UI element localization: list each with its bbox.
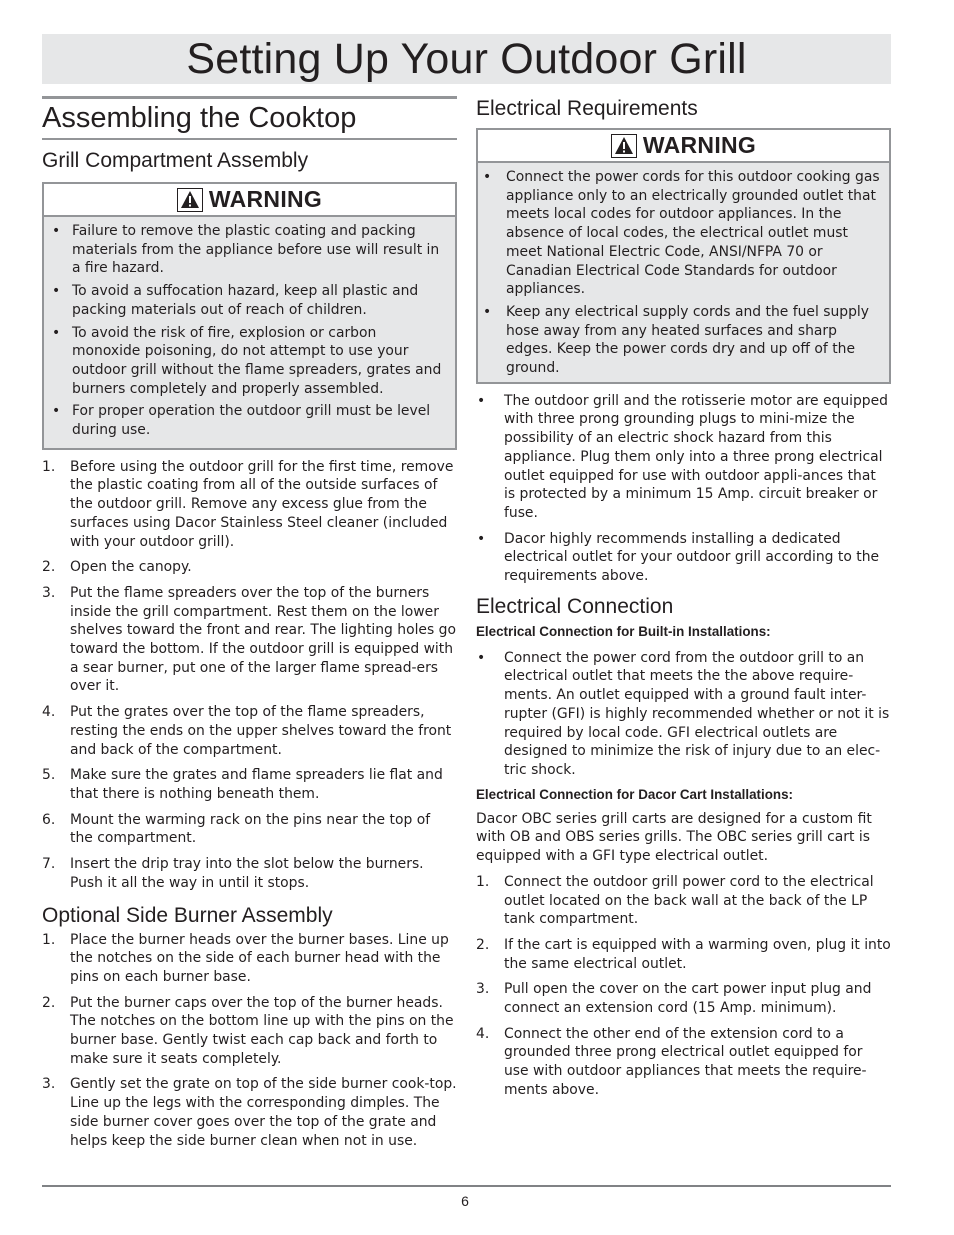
warning-triangle-icon — [177, 188, 203, 212]
list-item — [476, 1025, 891, 1100]
step-number: 2. — [476, 936, 490, 953]
cart-paragraph: Dacor OBC series grill carts are designed for a custom fit with OB and OBS series grills. The OBC series grill cart is equipped with a GFI type electrical outlet. — [476, 810, 872, 865]
step-number: 7. — [42, 856, 56, 873]
footer-rule — [42, 1185, 891, 1187]
list-item — [42, 811, 457, 848]
warning-box-electrical — [476, 128, 891, 384]
warning-label: WARNING — [208, 186, 323, 212]
step-text: Pull open the cover on the cart power input plug and connect an extension cord (15 Amp. minimum). — [504, 981, 872, 1017]
step-text: If the cart is equipped with a warming oven, plug it into the same electrical outlet. — [504, 936, 891, 972]
list-item: • To avoid a suffocation hazard, keep all plastic and packing materials out of reach of children. — [52, 282, 449, 319]
step-text: Mount the warming rack on the pins near the top of the compartment. — [70, 811, 431, 847]
step-text: Open the canopy. — [70, 559, 192, 576]
step-text: Put the grates over the top of the flame spreaders, resting the ends on the upper shelves toward the front and back of the compartment. — [70, 704, 452, 758]
step-text: Put the burner caps over the top of the burner heads. The notches on the bottom line up with the pins on the burner base. Gently twist each cap back and forth to make sure it seats completely. — [70, 994, 454, 1067]
list-item — [42, 766, 457, 803]
list-item — [476, 936, 891, 973]
step-number: 4. — [476, 1025, 490, 1042]
step-number: 4. — [42, 704, 56, 721]
grill-assembly-heading: Grill Compartment Assembly — [42, 149, 309, 172]
step-number: 2. — [42, 994, 56, 1011]
step-number: 2. — [42, 559, 56, 576]
list-item: • Failure to remove the plastic coating and packing materials from the appliance before use will result in a fire hazard. — [52, 222, 449, 278]
warning-box-grill — [42, 182, 457, 450]
list-item: • For proper operation the outdoor grill must be level during use. — [52, 402, 449, 439]
page-number: 6 — [461, 1193, 469, 1209]
left-column — [42, 96, 457, 1157]
step-text: Before using the outdoor grill for the first time, remove the plastic coating from all of the outside surfaces of the outdoor grill. Remove any excess glue from the surfaces using Dacor Stainless Steel cleaner (included with your outdoor grill). — [70, 458, 454, 550]
step-number: 1. — [42, 458, 56, 475]
section-title-wrap — [42, 96, 457, 140]
builtin-list — [476, 647, 891, 780]
step-text: Place the burner heads over the burner bases. Line up the notches on the side of each burner head with the pins on each burner base. — [70, 931, 449, 985]
list-item: • Keep any electrical supply cords and the fuel supply hose away from any heated surfaces and sharp edges. Keep the power cords dry and up off of the ground. — [483, 303, 883, 378]
cart-steps-list — [476, 873, 891, 1100]
list-item — [42, 1075, 457, 1150]
page-title: Setting Up Your Outdoor Grill — [186, 35, 747, 83]
list-item: • Dacor highly recommends installing a dedicated electrical outlet for your outdoor grill according to the requirements above. — [476, 530, 891, 586]
requirements-list — [476, 390, 891, 586]
warning-label: WARNING — [642, 132, 757, 158]
warning-header — [44, 184, 455, 217]
warning-header — [478, 130, 889, 163]
warning-triangle-icon — [611, 134, 637, 158]
list-item — [476, 873, 891, 929]
step-text: Put the flame spreaders over the top of the burners inside the grill compartment. Rest them on the lower shelves toward the front and rear. The lighting holes go toward the bottom. If the outdoor grill is equipped with a sear burner, put one of the larger flame spread-ers over it. — [70, 584, 456, 695]
list-item: • Connect the power cords for this outdoor cooking gas appliance only to an electrically grounded outlet that meets local codes for outdoor appliances. In the absence of local codes, the electrical outlet must meet National Electric Code, ANSI/NFPA 70 or Canadian Electrical Code Standards for outdoor appliances. — [483, 168, 883, 299]
step-number: 6. — [42, 811, 56, 828]
list-item: • To avoid the risk of fire, explosion or carbon monoxide poisoning, do not attempt to use your outdoor grill without the flame spreaders, grates and burners completely and properly assembled. — [52, 324, 449, 399]
step-number: 3. — [42, 1076, 56, 1093]
builtin-subheading: Electrical Connection for Built-in Installations: — [476, 623, 771, 639]
warning-list — [44, 217, 455, 448]
list-item — [42, 584, 457, 696]
cart-subheading: Electrical Connection for Dacor Cart Installations: — [476, 786, 793, 802]
step-text: Connect the outdoor grill power cord to the electrical outlet located on the back wall at the back of the LP tank compartment. — [504, 873, 874, 928]
section-title: Assembling the Cooktop — [42, 102, 357, 134]
side-burner-steps-list — [42, 931, 457, 1151]
step-number: 3. — [42, 584, 56, 601]
list-item: • Connect the power cord from the outdoor grill to an electrical outlet that meets the the above require-ments. An outlet equipped with a ground fault inter-rupter (GFI) is highly recommended whether or not it is required by local code. GFI electrical outlets are designed to minimize the risk of injury due to an elec-tric shock. — [476, 649, 891, 780]
list-item — [42, 855, 457, 892]
electrical-connection-heading: Electrical Connection — [476, 594, 674, 618]
step-text: Connect the other end of the extension cord to a grounded three prong electrical outlet equipped for use with outdoor appliances that meets the require-ments above. — [504, 1025, 867, 1098]
step-number: 3. — [476, 981, 490, 998]
step-number: 1. — [42, 931, 56, 948]
list-item — [42, 458, 457, 552]
step-number: 5. — [42, 767, 56, 784]
electrical-requirements-heading: Electrical Requirements — [476, 97, 698, 120]
grill-steps-list — [42, 458, 457, 893]
step-text: Gently set the grate on top of the side burner cook-top. Line up the legs with the corresponding dimples. The side burner cover goes over the top of the grate and helps keep the side burner clean when not in use. — [70, 1076, 457, 1149]
step-text: Make sure the grates and flame spreaders lie flat and that there is nothing beneath them. — [70, 767, 443, 802]
list-item: • The outdoor grill and the rotisserie motor are equipped with three prong grounding plugs to mini-mize the possibility of an electric shock hazard from this appliance. Plug them only into a three prong electrical outlet equipped for use with outdoor appli-ances that is protected by a minimum 15 Amp. circuit breaker or fuse. — [476, 392, 891, 523]
side-burner-heading: Optional Side Burner Assembly — [42, 903, 333, 927]
step-text: Insert the drip tray into the slot below the burners. Push it all the way in until it stops. — [70, 856, 424, 891]
title-bar — [42, 34, 891, 84]
step-number: 1. — [476, 873, 490, 890]
list-item — [42, 931, 457, 987]
right-column — [476, 96, 891, 1107]
list-item — [42, 558, 457, 577]
list-item — [476, 980, 891, 1017]
list-item — [42, 994, 457, 1069]
list-item — [42, 703, 457, 759]
warning-list — [478, 163, 889, 382]
